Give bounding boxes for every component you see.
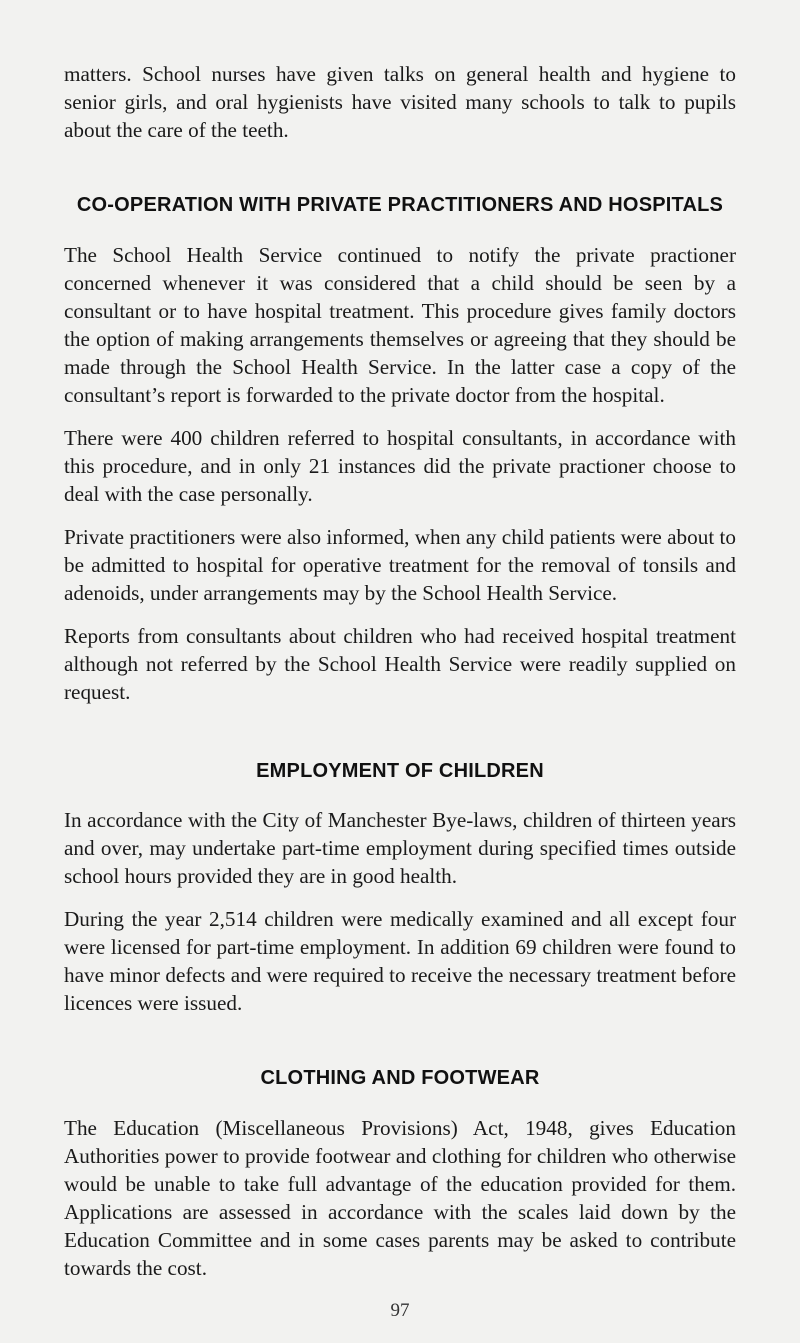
clothing-paragraph-1: The Education (Miscellaneous Provisions) Act, 1948, gives Education Authorities power to provide footwear and clothing for children who otherwise would be unable to take full advantage of the education provided for them. Applications are assessed in accordance with the scales laid down by the Education Committee and in some cases parents may be asked to contribute towards the cost.	[64, 1116, 736, 1280]
cooperation-paragraph-3: Private practitioners were also informed, when any child patients were about to be admitted to hospital for operative treatment for the removal of tonsils and adenoids, under arrangements may by the School Health Service.	[64, 525, 736, 605]
cooperation-paragraph-2: There were 400 children referred to hospital consultants, in accordance with this procedure, and in only 21 instances did the private practioner choose to deal with the case personally.	[64, 426, 736, 506]
clothing-heading: CLOTHING AND FOOTWEAR	[260, 1067, 540, 1089]
cooperation-paragraph-4: Reports from consultants about children who had received hospital treatment although not referred by the School Health Service were readily supplied on request.	[64, 624, 736, 704]
cooperation-heading: CO-OPERATION WITH PRIVATE PRACTITIONERS AND HOSPITALS	[76, 194, 724, 216]
employment-heading: EMPLOYMENT OF CHILDREN	[256, 760, 544, 782]
intro-paragraph: matters. School nurses have given talks on general health and hygiene to senior girls, and oral hygienists have visited many schools to talk to pupils about the care of the teeth.	[64, 62, 736, 142]
employment-paragraph-2: During the year 2,514 children were medically examined and all except four were licensed for part-time employment. In addition 69 children were found to have minor defects and were required to receive the necessary treatment before licences were issued.	[64, 907, 736, 1015]
document-page	[64, 60, 736, 1297]
employment-paragraph-1: In accordance with the City of Manchester Bye-laws, children of thirteen years and over, may undertake part-time employment during specified times outside school hours provided they are in good health.	[64, 808, 736, 888]
cooperation-paragraph-1: The School Health Service continued to notify the private practioner concerned whenever it was considered that a child should be seen by a consultant or to have hospital treatment. This procedure gives family doctors the option of making arrangements themselves or agreeing that they should be made through the School Health Service. In the latter case a copy of the consultant’s report is forwarded to the private doctor from the hospital.	[64, 243, 736, 407]
page-number: 97	[390, 1300, 410, 1321]
